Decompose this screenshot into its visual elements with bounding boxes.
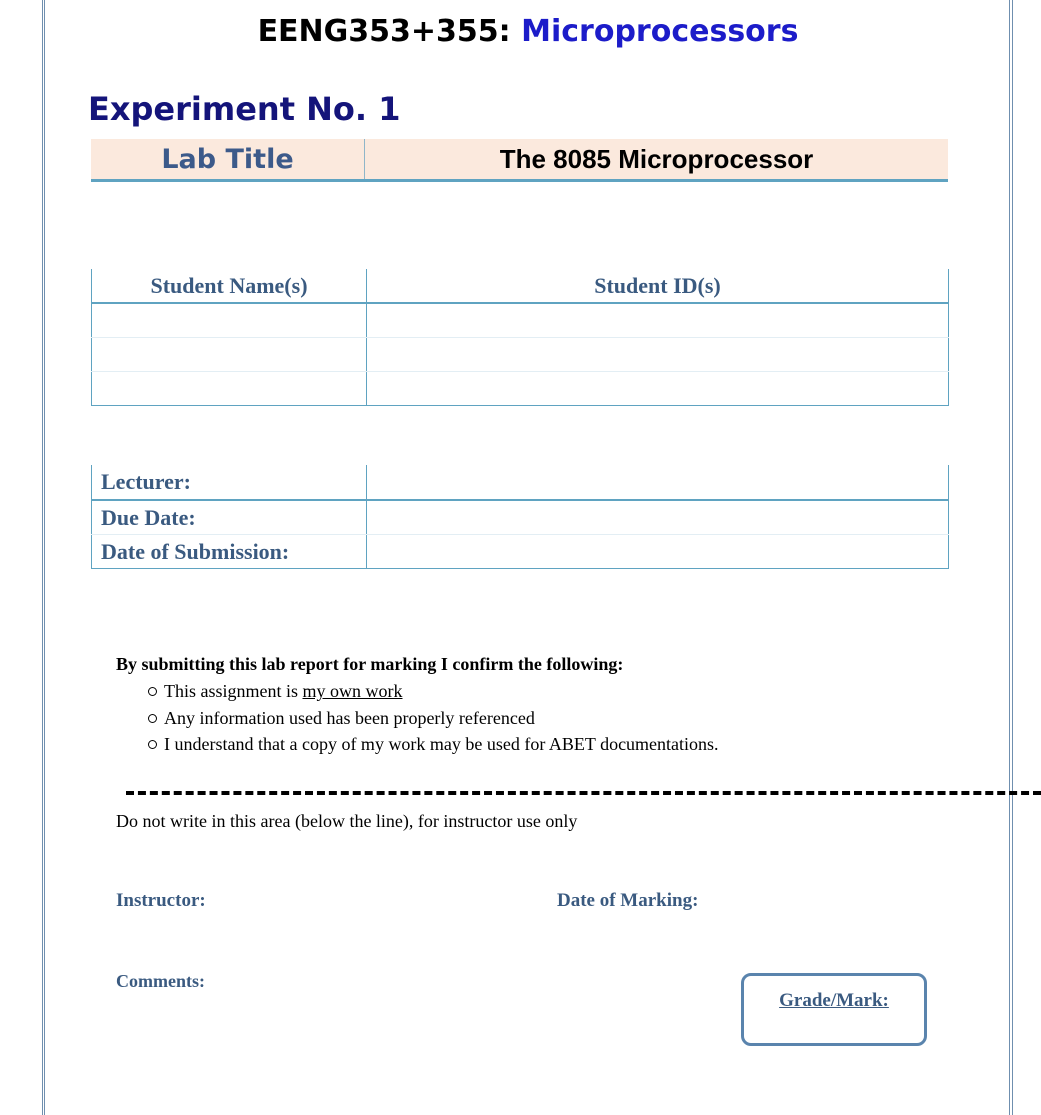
submission-date-label: Date of Submission:	[92, 535, 367, 569]
declaration-item1-underlined: my own work	[302, 681, 403, 701]
instructor-label: Instructor:	[116, 890, 206, 911]
declaration-item	[148, 732, 719, 759]
student-id-cell[interactable]	[367, 372, 949, 406]
submission-date-value[interactable]	[367, 535, 949, 569]
student-name-header: Student Name(s)	[92, 269, 367, 303]
circle-bullet-icon	[148, 714, 157, 723]
date-of-marking-label: Date of Marking:	[557, 890, 699, 911]
student-name-cell[interactable]	[92, 303, 367, 338]
course-code: EENG353+355:	[257, 14, 511, 49]
declaration-item	[148, 679, 719, 706]
grade-label: Grade/Mark:	[779, 990, 889, 1011]
due-date-value[interactable]	[367, 500, 949, 535]
student-name-cell[interactable]	[92, 338, 367, 372]
declaration-item1-text: This assignment is	[164, 681, 303, 701]
instructor-area-note: Do not write in this area (below the line), for instructor use only	[116, 811, 578, 831]
lab-title-label: Lab Title	[91, 139, 365, 181]
experiment-title: Experiment No. 1	[88, 90, 401, 128]
course-name: Microprocessors	[521, 14, 799, 49]
lecturer-value[interactable]	[367, 465, 949, 500]
circle-bullet-icon	[148, 740, 157, 749]
lecturer-label: Lecturer:	[92, 465, 367, 500]
declaration-heading: By submitting this lab report for marking I confirm the following:	[116, 654, 624, 674]
cut-line-divider	[126, 791, 1041, 795]
comments-label: Comments:	[116, 971, 205, 991]
declaration-item	[148, 706, 719, 733]
circle-bullet-icon	[148, 687, 157, 696]
declaration-item2-text: Any information used has been properly referenced	[164, 707, 535, 728]
student-id-cell[interactable]	[367, 303, 949, 338]
info-table	[91, 465, 949, 569]
page-border-right	[1009, 0, 1013, 1115]
due-date-label: Due Date:	[92, 500, 367, 535]
grade-box[interactable]	[741, 973, 927, 1046]
page-border-left	[42, 0, 45, 1115]
declaration	[116, 654, 719, 759]
student-id-header: Student ID(s)	[367, 269, 949, 303]
course-title	[0, 14, 1041, 49]
lab-title-table	[91, 139, 948, 182]
student-name-cell[interactable]	[92, 372, 367, 406]
student-table	[91, 269, 949, 406]
declaration-item3-text: I understand that a copy of my work may be used for ABET documentations.	[164, 734, 719, 754]
lab-title-value: The 8085 Microprocessor	[365, 139, 949, 181]
student-id-cell[interactable]	[367, 338, 949, 372]
